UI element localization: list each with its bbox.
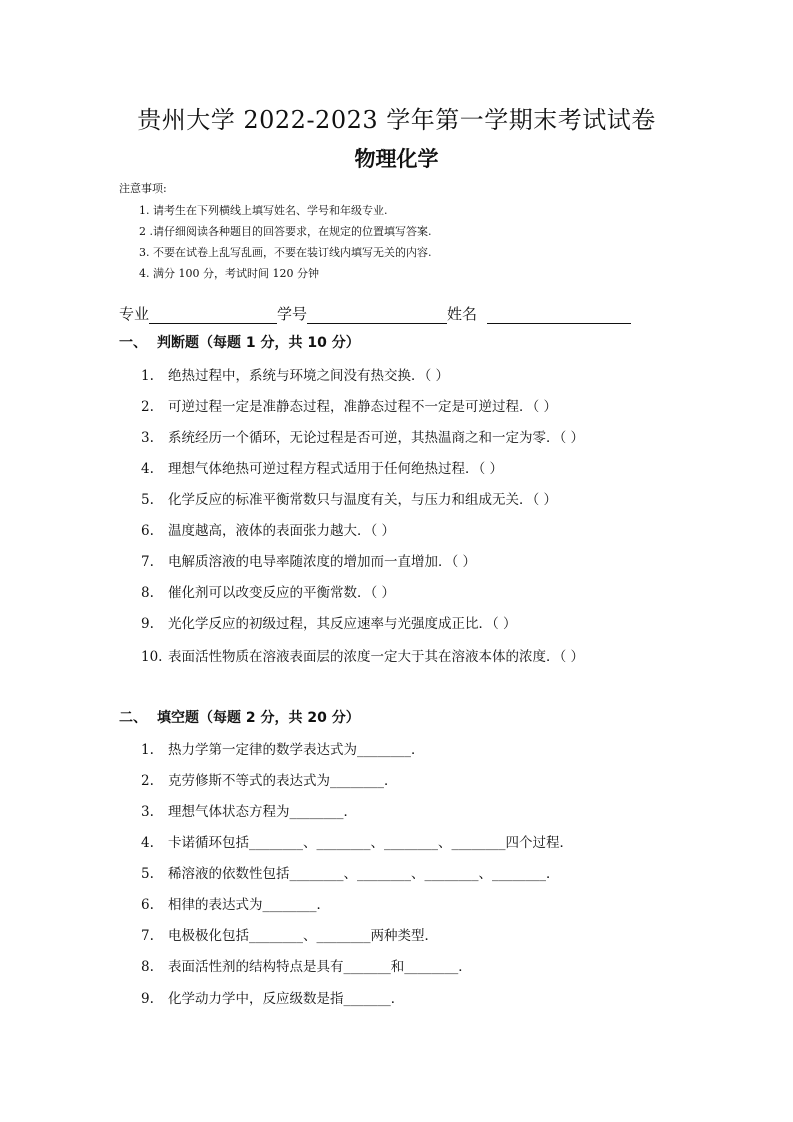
notice-block bbox=[119, 180, 432, 286]
section1-title: 判断题（每题 1 分，共 10 分） bbox=[157, 335, 360, 351]
fill-question: 3. 理想气体状态方程为________． bbox=[141, 804, 357, 820]
course-title: 物理化学 bbox=[354, 147, 439, 171]
fill-question: 5. 稀溶液的依数性包括________、________、________、________． bbox=[141, 866, 560, 882]
fill-question: 2. 克劳修斯不等式的表达式为________． bbox=[141, 773, 398, 789]
notice-item: 2 .请仔细阅读各种题目的回答要求，在规定的位置填写答案. bbox=[139, 225, 432, 238]
name-label: 姓名 bbox=[447, 305, 478, 323]
fill-question: 8. 表面活性剂的结构特点是具有_______和________． bbox=[141, 959, 472, 975]
exam-title: 贵州大学 2022-2023 学年第一学期末考试试卷 bbox=[137, 106, 656, 134]
judge-question: 4. 理想气体绝热可逆过程方程式适用于任何绝热过程．（ ） bbox=[141, 461, 504, 477]
notice-item: 3. 不要在试卷上乱写乱画，不要在装订线内填写无关的内容. bbox=[139, 246, 432, 259]
student-info-fields bbox=[119, 303, 631, 324]
judge-question: 10. 表面活性物质在溶液表面层的浓度一定大于其在溶液本体的浓度．（ ） bbox=[141, 649, 585, 665]
fill-question: 4. 卡诺循环包括________、________、________、________四个过程． bbox=[141, 835, 573, 851]
fill-question: 7. 电极极化包括________、________两种类型． bbox=[141, 928, 438, 944]
judge-question: 1. 绝热过程中，系统与环境之间没有热交换．（ ） bbox=[141, 368, 450, 384]
judge-question: 3. 系统经历一个循环，无论过程是否可逆，其热温商之和一定为零．（ ） bbox=[141, 430, 585, 446]
name-blank[interactable] bbox=[487, 309, 631, 324]
student-id-blank[interactable] bbox=[307, 309, 447, 324]
section1-heading bbox=[119, 332, 360, 352]
judge-question: 8. 催化剂可以改变反应的平衡常数．（ ） bbox=[141, 585, 396, 601]
notice-item: 4. 满分 100 分，考试时间 120 分钟 bbox=[139, 267, 319, 280]
judge-question: 2. 可逆过程一定是准静态过程，准静态过程不一定是可逆过程．（ ） bbox=[141, 399, 558, 415]
section2-number: 二、 bbox=[119, 710, 147, 726]
judge-question: 7. 电解质溶液的电导率随浓度的增加而一直增加．（ ） bbox=[141, 554, 477, 570]
notice-item: 1. 请考生在下列横线上填写姓名、学号和年级专业. bbox=[139, 204, 388, 217]
judge-question: 6. 温度越高，液体的表面张力越大．（ ） bbox=[141, 523, 396, 539]
major-blank[interactable] bbox=[149, 309, 277, 324]
section2-heading bbox=[119, 707, 360, 727]
student-id-label: 学号 bbox=[277, 305, 308, 323]
fill-question: 6. 相律的表达式为________． bbox=[141, 897, 330, 913]
fill-question: 1. 热力学第一定律的数学表达式为________． bbox=[141, 742, 425, 758]
section2-title: 填空题（每题 2 分，共 20 分） bbox=[157, 710, 360, 726]
section1-number: 一、 bbox=[119, 335, 147, 351]
judge-question: 5. 化学反应的标准平衡常数只与温度有关，与压力和组成无关．（ ） bbox=[141, 492, 558, 508]
judge-question: 9. 光化学反应的初级过程，其反应速率与光强度成正比．（ ） bbox=[141, 616, 517, 632]
notice-heading: 注意事项: bbox=[119, 182, 167, 195]
fill-question: 9. 化学动力学中，反应级数是指_______． bbox=[141, 991, 405, 1007]
major-label: 专业 bbox=[119, 305, 150, 323]
